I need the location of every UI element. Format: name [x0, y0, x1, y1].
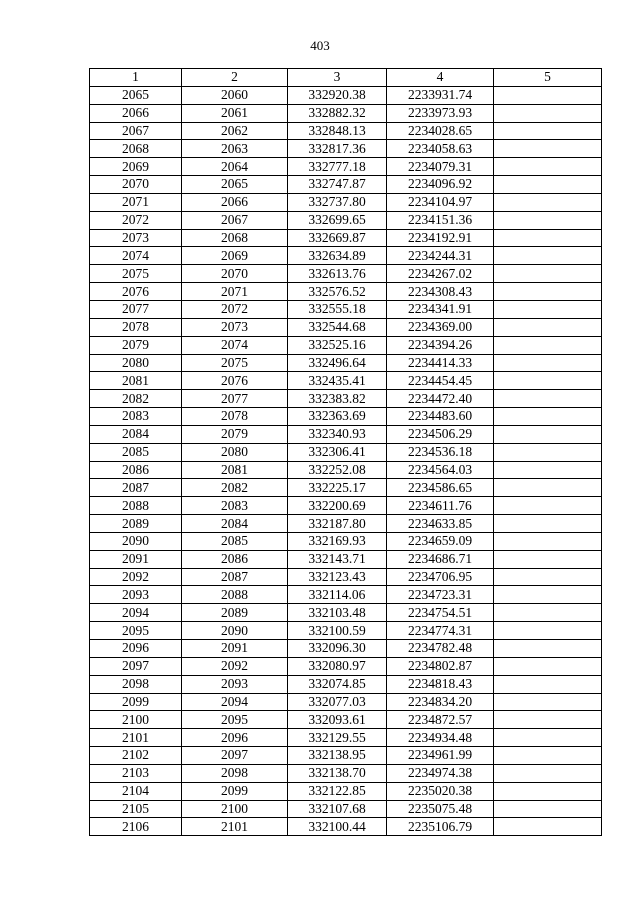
table-cell-col-2: 2099 — [182, 782, 288, 800]
table-cell-col-3: 332225.17 — [288, 479, 387, 497]
table-cell-col-5 — [494, 657, 602, 675]
table-cell-col-2: 2081 — [182, 461, 288, 479]
table-cell-col-2: 2101 — [182, 818, 288, 836]
table-header — [90, 69, 602, 87]
table-cell-col-5 — [494, 372, 602, 390]
table-cell-col-4: 2234961.99 — [387, 747, 494, 765]
table-cell-col-1: 2104 — [90, 782, 182, 800]
table-cell-col-4: 2234723.31 — [387, 586, 494, 604]
table-cell-col-5 — [494, 550, 602, 568]
table-cell-col-2: 2092 — [182, 657, 288, 675]
table-cell-col-1: 2106 — [90, 818, 182, 836]
table-cell-col-4: 2234394.26 — [387, 336, 494, 354]
table-cell-col-5 — [494, 425, 602, 443]
table-cell-col-5 — [494, 104, 602, 122]
table-cell-col-3: 332129.55 — [288, 729, 387, 747]
table-cell-col-4: 2234934.48 — [387, 729, 494, 747]
table-cell-col-1: 2071 — [90, 193, 182, 211]
table-cell-col-4: 2234611.76 — [387, 497, 494, 515]
table-cell-col-1: 2103 — [90, 764, 182, 782]
table-cell-col-5 — [494, 158, 602, 176]
table-cell-col-1: 2067 — [90, 122, 182, 140]
table-cell-col-4: 2235075.48 — [387, 800, 494, 818]
table-cell-col-5 — [494, 247, 602, 265]
table-cell-col-1: 2072 — [90, 211, 182, 229]
table-cell-col-3: 332074.85 — [288, 675, 387, 693]
table-cell-col-1: 2081 — [90, 372, 182, 390]
table-cell-col-5 — [494, 711, 602, 729]
table-cell-col-4: 2234151.36 — [387, 211, 494, 229]
table-cell-col-1: 2087 — [90, 479, 182, 497]
table-cell-col-2: 2060 — [182, 86, 288, 104]
table-cell-col-5 — [494, 515, 602, 533]
table-cell-col-3: 332848.13 — [288, 122, 387, 140]
table-cell-col-3: 332080.97 — [288, 657, 387, 675]
table-cell-col-1: 2069 — [90, 158, 182, 176]
header-row — [90, 69, 602, 87]
table-cell-col-3: 332169.93 — [288, 532, 387, 550]
table-cell-col-2: 2096 — [182, 729, 288, 747]
table-cell-col-5 — [494, 532, 602, 550]
table-cell-col-2: 2076 — [182, 372, 288, 390]
table-cell-col-4: 2235020.38 — [387, 782, 494, 800]
table-cell-col-1: 2074 — [90, 247, 182, 265]
table-cell-col-1: 2096 — [90, 640, 182, 658]
table-row — [90, 140, 602, 158]
table-cell-col-1: 2088 — [90, 497, 182, 515]
table-cell-col-3: 332100.59 — [288, 622, 387, 640]
header-cell-3: 3 — [288, 69, 387, 87]
table-cell-col-1: 2105 — [90, 800, 182, 818]
table-row — [90, 675, 602, 693]
table-cell-col-3: 332363.69 — [288, 408, 387, 426]
table-cell-col-2: 2064 — [182, 158, 288, 176]
table-cell-col-3: 332882.32 — [288, 104, 387, 122]
table-cell-col-5 — [494, 140, 602, 158]
table-cell-col-2: 2077 — [182, 390, 288, 408]
table-cell-col-5 — [494, 782, 602, 800]
table-cell-col-2: 2095 — [182, 711, 288, 729]
table-cell-col-5 — [494, 479, 602, 497]
table-cell-col-2: 2098 — [182, 764, 288, 782]
table-cell-col-4: 2233931.74 — [387, 86, 494, 104]
table-cell-col-5 — [494, 568, 602, 586]
table-cell-col-1: 2098 — [90, 675, 182, 693]
table-cell-col-2: 2073 — [182, 318, 288, 336]
table-cell-col-4: 2234754.51 — [387, 604, 494, 622]
table-row — [90, 604, 602, 622]
table-row — [90, 336, 602, 354]
table-cell-col-4: 2234633.85 — [387, 515, 494, 533]
table-cell-col-4: 2234369.00 — [387, 318, 494, 336]
table-cell-col-3: 332306.41 — [288, 443, 387, 461]
table-cell-col-5 — [494, 693, 602, 711]
table-cell-col-4: 2234686.71 — [387, 550, 494, 568]
table-cell-col-3: 332077.03 — [288, 693, 387, 711]
table-cell-col-5 — [494, 390, 602, 408]
table-cell-col-1: 2101 — [90, 729, 182, 747]
table-row — [90, 782, 602, 800]
table-cell-col-3: 332093.61 — [288, 711, 387, 729]
table-cell-col-3: 332138.95 — [288, 747, 387, 765]
table-row — [90, 479, 602, 497]
header-cell-2: 2 — [182, 69, 288, 87]
table-cell-col-5 — [494, 604, 602, 622]
table-cell-col-4: 2234818.43 — [387, 675, 494, 693]
table-cell-col-4: 2234586.65 — [387, 479, 494, 497]
table-cell-col-5 — [494, 354, 602, 372]
table-cell-col-3: 332200.69 — [288, 497, 387, 515]
table-row — [90, 657, 602, 675]
table-cell-col-4: 2234058.63 — [387, 140, 494, 158]
table-cell-col-4: 2234414.33 — [387, 354, 494, 372]
table-cell-col-1: 2073 — [90, 229, 182, 247]
table-cell-col-2: 2100 — [182, 800, 288, 818]
table-cell-col-3: 332555.18 — [288, 300, 387, 318]
table-cell-col-1: 2092 — [90, 568, 182, 586]
table-cell-col-2: 2080 — [182, 443, 288, 461]
table-cell-col-1: 2065 — [90, 86, 182, 104]
table-cell-col-2: 2068 — [182, 229, 288, 247]
table-row — [90, 318, 602, 336]
table-cell-col-3: 332699.65 — [288, 211, 387, 229]
table-cell-col-1: 2083 — [90, 408, 182, 426]
table-cell-col-4: 2234472.40 — [387, 390, 494, 408]
table-cell-col-4: 2234782.48 — [387, 640, 494, 658]
table-row — [90, 265, 602, 283]
table-cell-col-4: 2234802.87 — [387, 657, 494, 675]
table-cell-col-2: 2082 — [182, 479, 288, 497]
table-cell-col-4: 2234483.60 — [387, 408, 494, 426]
table-row — [90, 550, 602, 568]
table-cell-col-4: 2234974.38 — [387, 764, 494, 782]
table-row — [90, 497, 602, 515]
table-cell-col-5 — [494, 193, 602, 211]
table-cell-col-5 — [494, 443, 602, 461]
table-row — [90, 300, 602, 318]
table-cell-col-2: 2085 — [182, 532, 288, 550]
table-cell-col-2: 2063 — [182, 140, 288, 158]
table-cell-col-2: 2086 — [182, 550, 288, 568]
table-cell-col-4: 2234834.20 — [387, 693, 494, 711]
table-cell-col-5 — [494, 176, 602, 194]
table-row — [90, 800, 602, 818]
table-cell-col-3: 332669.87 — [288, 229, 387, 247]
page-number: 403 — [310, 38, 330, 53]
table-cell-col-4: 2234341.91 — [387, 300, 494, 318]
table-row — [90, 764, 602, 782]
table-cell-col-4: 2234506.29 — [387, 425, 494, 443]
table-cell-col-5 — [494, 800, 602, 818]
table-cell-col-3: 332544.68 — [288, 318, 387, 336]
table-cell-col-2: 2062 — [182, 122, 288, 140]
table-cell-col-3: 332613.76 — [288, 265, 387, 283]
table-row — [90, 693, 602, 711]
table-cell-col-3: 332777.18 — [288, 158, 387, 176]
table-cell-col-1: 2084 — [90, 425, 182, 443]
table-cell-col-5 — [494, 211, 602, 229]
table-row — [90, 104, 602, 122]
table-cell-col-1: 2100 — [90, 711, 182, 729]
coordinates-table — [89, 68, 602, 836]
table-row — [90, 283, 602, 301]
table-cell-col-1: 2093 — [90, 586, 182, 604]
table-cell-col-3: 332435.41 — [288, 372, 387, 390]
table-cell-col-1: 2068 — [90, 140, 182, 158]
table-row — [90, 586, 602, 604]
table-row — [90, 408, 602, 426]
table-cell-col-3: 332100.44 — [288, 818, 387, 836]
table-cell-col-5 — [494, 675, 602, 693]
table-cell-col-2: 2074 — [182, 336, 288, 354]
table-cell-col-2: 2069 — [182, 247, 288, 265]
table-row — [90, 176, 602, 194]
table-cell-col-2: 2067 — [182, 211, 288, 229]
table-cell-col-2: 2089 — [182, 604, 288, 622]
table-cell-col-4: 2234267.02 — [387, 265, 494, 283]
table-row — [90, 711, 602, 729]
table-cell-col-1: 2085 — [90, 443, 182, 461]
table-cell-col-2: 2093 — [182, 675, 288, 693]
table-cell-col-5 — [494, 86, 602, 104]
table-cell-col-1: 2091 — [90, 550, 182, 568]
table-row — [90, 461, 602, 479]
table-cell-col-4: 2234104.97 — [387, 193, 494, 211]
table-cell-col-4: 2235106.79 — [387, 818, 494, 836]
table-cell-col-2: 2072 — [182, 300, 288, 318]
table-cell-col-1: 2099 — [90, 693, 182, 711]
table-cell-col-4: 2234079.31 — [387, 158, 494, 176]
table-cell-col-3: 332817.36 — [288, 140, 387, 158]
table-cell-col-3: 332143.71 — [288, 550, 387, 568]
header-cell-4: 4 — [387, 69, 494, 87]
table-cell-col-1: 2079 — [90, 336, 182, 354]
table-cell-col-4: 2234028.65 — [387, 122, 494, 140]
table-cell-col-2: 2079 — [182, 425, 288, 443]
table-cell-col-5 — [494, 283, 602, 301]
table-row — [90, 443, 602, 461]
table-cell-col-1: 2086 — [90, 461, 182, 479]
table-cell-col-4: 2234659.09 — [387, 532, 494, 550]
table-cell-col-5 — [494, 818, 602, 836]
table-row — [90, 515, 602, 533]
table-row — [90, 229, 602, 247]
table-cell-col-4: 2234308.43 — [387, 283, 494, 301]
table-row — [90, 122, 602, 140]
table-cell-col-1: 2076 — [90, 283, 182, 301]
table-cell-col-5 — [494, 497, 602, 515]
table-cell-col-1: 2097 — [90, 657, 182, 675]
table-row — [90, 425, 602, 443]
table-cell-col-2: 2065 — [182, 176, 288, 194]
table-cell-col-4: 2233973.93 — [387, 104, 494, 122]
table-cell-col-1: 2080 — [90, 354, 182, 372]
table-cell-col-2: 2091 — [182, 640, 288, 658]
table-cell-col-2: 2071 — [182, 283, 288, 301]
table-cell-col-3: 332096.30 — [288, 640, 387, 658]
table-cell-col-1: 2090 — [90, 532, 182, 550]
table-cell-col-3: 332107.68 — [288, 800, 387, 818]
table-row — [90, 747, 602, 765]
table-cell-col-3: 332122.85 — [288, 782, 387, 800]
table-cell-col-4: 2234192.91 — [387, 229, 494, 247]
table-cell-col-4: 2234706.95 — [387, 568, 494, 586]
table-cell-col-5 — [494, 408, 602, 426]
table-cell-col-5 — [494, 336, 602, 354]
table-cell-col-3: 332525.16 — [288, 336, 387, 354]
table-row — [90, 640, 602, 658]
table-cell-col-1: 2102 — [90, 747, 182, 765]
table-cell-col-1: 2078 — [90, 318, 182, 336]
table-cell-col-3: 332747.87 — [288, 176, 387, 194]
table-row — [90, 390, 602, 408]
table-cell-col-2: 2078 — [182, 408, 288, 426]
table-cell-col-4: 2234564.03 — [387, 461, 494, 479]
table-cell-col-5 — [494, 229, 602, 247]
table-cell-col-4: 2234774.31 — [387, 622, 494, 640]
table-cell-col-3: 332496.64 — [288, 354, 387, 372]
table-row — [90, 354, 602, 372]
table-cell-col-1: 2089 — [90, 515, 182, 533]
table-cell-col-5 — [494, 586, 602, 604]
table-row — [90, 568, 602, 586]
table-cell-col-5 — [494, 300, 602, 318]
table-cell-col-3: 332187.80 — [288, 515, 387, 533]
table-cell-col-2: 2090 — [182, 622, 288, 640]
table-cell-col-4: 2234096.92 — [387, 176, 494, 194]
table-cell-col-5 — [494, 265, 602, 283]
table-cell-col-5 — [494, 640, 602, 658]
table-cell-col-5 — [494, 747, 602, 765]
table-cell-col-2: 2097 — [182, 747, 288, 765]
table-row — [90, 622, 602, 640]
table-row — [90, 86, 602, 104]
table-cell-col-2: 2084 — [182, 515, 288, 533]
table-row — [90, 532, 602, 550]
table-cell-col-3: 332138.70 — [288, 764, 387, 782]
table-cell-col-5 — [494, 122, 602, 140]
table-body — [90, 86, 602, 835]
table-row — [90, 158, 602, 176]
table-cell-col-3: 332737.80 — [288, 193, 387, 211]
table-cell-col-3: 332383.82 — [288, 390, 387, 408]
table-cell-col-1: 2077 — [90, 300, 182, 318]
table-cell-col-2: 2083 — [182, 497, 288, 515]
table-cell-col-2: 2061 — [182, 104, 288, 122]
table-cell-col-1: 2094 — [90, 604, 182, 622]
table-cell-col-4: 2234244.31 — [387, 247, 494, 265]
table-cell-col-2: 2066 — [182, 193, 288, 211]
table-cell-col-3: 332340.93 — [288, 425, 387, 443]
table-cell-col-2: 2094 — [182, 693, 288, 711]
table-row — [90, 729, 602, 747]
table-cell-col-1: 2095 — [90, 622, 182, 640]
table-cell-col-3: 332920.38 — [288, 86, 387, 104]
table-cell-col-3: 332576.52 — [288, 283, 387, 301]
header-cell-1: 1 — [90, 69, 182, 87]
table-cell-col-1: 2075 — [90, 265, 182, 283]
table-row — [90, 247, 602, 265]
table-cell-col-4: 2234454.45 — [387, 372, 494, 390]
table-cell-col-4: 2234872.57 — [387, 711, 494, 729]
table-cell-col-5 — [494, 622, 602, 640]
table-cell-col-3: 332123.43 — [288, 568, 387, 586]
table-cell-col-4: 2234536.18 — [387, 443, 494, 461]
table-row — [90, 372, 602, 390]
table-cell-col-3: 332634.89 — [288, 247, 387, 265]
table-cell-col-1: 2066 — [90, 104, 182, 122]
header-cell-5: 5 — [494, 69, 602, 87]
table-cell-col-2: 2075 — [182, 354, 288, 372]
table-cell-col-2: 2070 — [182, 265, 288, 283]
table-cell-col-5 — [494, 729, 602, 747]
table-cell-col-1: 2082 — [90, 390, 182, 408]
table-row — [90, 818, 602, 836]
table-cell-col-5 — [494, 764, 602, 782]
table-cell-col-3: 332252.08 — [288, 461, 387, 479]
table-cell-col-1: 2070 — [90, 176, 182, 194]
table-cell-col-5 — [494, 318, 602, 336]
table-cell-col-2: 2088 — [182, 586, 288, 604]
table-cell-col-3: 332114.06 — [288, 586, 387, 604]
table-cell-col-5 — [494, 461, 602, 479]
table-row — [90, 193, 602, 211]
table-row — [90, 211, 602, 229]
table-cell-col-3: 332103.48 — [288, 604, 387, 622]
table-cell-col-2: 2087 — [182, 568, 288, 586]
